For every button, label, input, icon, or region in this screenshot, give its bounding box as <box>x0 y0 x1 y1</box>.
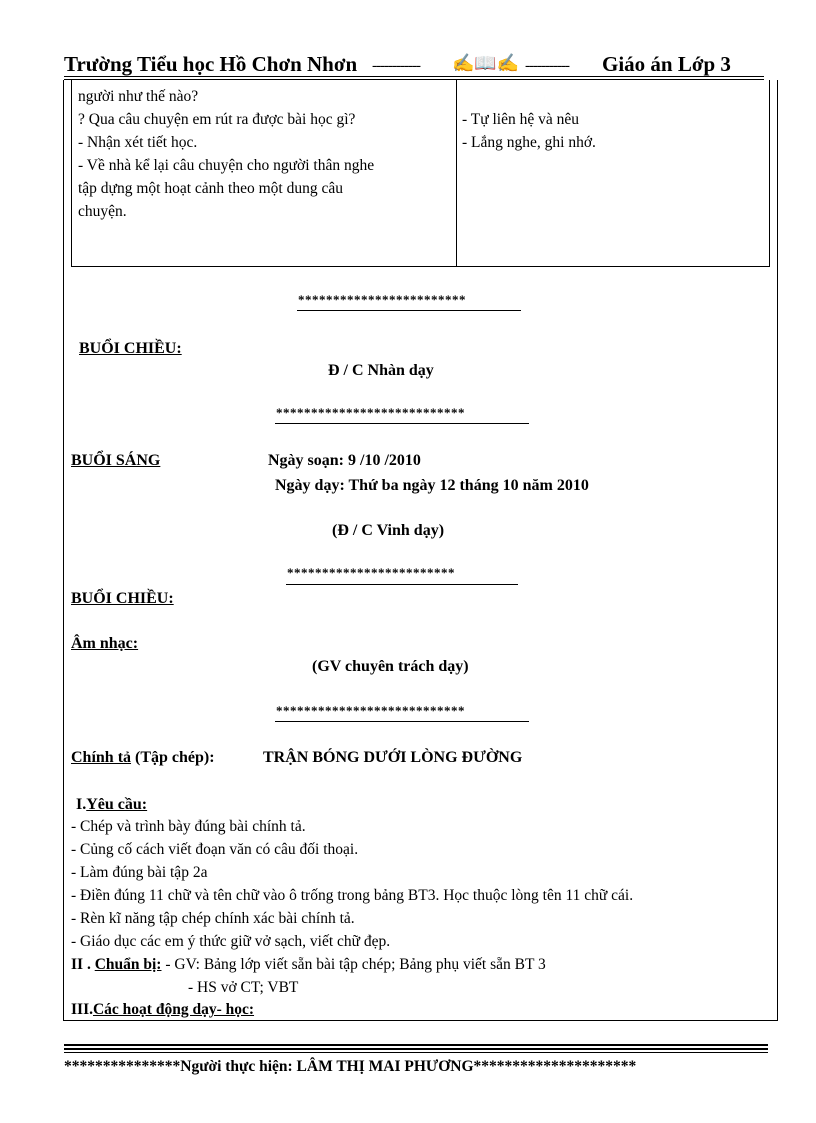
requirement-item: - Chép và trình bày đúng bài chính tả. <box>71 818 306 835</box>
activities-label: Các hoạt động dạy- học: <box>92 1001 255 1018</box>
teacher-specialist: (GV chuyên trách dạy) <box>312 658 469 675</box>
session-afternoon-2: BUỔI CHIỀU: <box>71 590 174 607</box>
requirement-item: - Điền đúng 11 chữ và tên chữ vào ô trống trong bảng BT3. Học thuộc lòng tên 11 chữ cái. <box>71 887 634 904</box>
header-school-name: Trường Tiểu học Hồ Chơn Nhơn <box>64 52 358 76</box>
stars-underline-4 <box>275 721 529 722</box>
table-right-line: - Tự liên hệ và nêu <box>462 111 580 128</box>
subject-dictation-type: (Tập chép): <box>131 749 215 766</box>
stars-underline-1 <box>297 310 521 311</box>
requirements-label: Yêu cầu: <box>86 796 148 813</box>
stars-separator-3: ************************ <box>287 565 455 580</box>
preparation-hs: - HS vở CT; VBT <box>188 979 299 996</box>
footer-rule-3 <box>64 1052 768 1053</box>
footer-rule-1 <box>64 1044 768 1046</box>
subject-music: Âm nhạc: <box>71 635 139 652</box>
header-dashes-right: ----------- <box>525 58 569 74</box>
table-right-line: - Lắng nghe, ghi nhớ. <box>462 134 596 151</box>
table-column-divider <box>456 80 457 267</box>
stars-underline-3 <box>286 584 518 585</box>
stars-separator-4: *************************** <box>276 703 465 718</box>
subject-dictation-label: Chính tả <box>71 749 132 766</box>
lesson-title: TRẬN BÓNG DƯỚI LÒNG ĐƯỜNG <box>263 749 523 766</box>
header-ornament-icon: ✍📖✍ <box>452 53 520 73</box>
table-student-column <box>462 108 762 154</box>
header-lesson-plan-title: Giáo án Lớp 3 <box>602 52 731 76</box>
activities-number: III. <box>71 1001 93 1018</box>
table-left-line: - Nhận xét tiết học. <box>78 134 198 151</box>
stars-underline-2 <box>275 423 529 424</box>
session-afternoon-1: BUỔI CHIỀU: <box>79 340 182 357</box>
table-left-line: tập dựng một hoạt cảnh theo một dung câu <box>78 180 343 197</box>
requirement-item: - Rèn kĩ năng tập chép chính xác bài chính tả. <box>71 910 355 927</box>
teacher-nhan: Đ / C Nhàn dạy <box>328 362 434 379</box>
requirements-number: I. <box>76 796 87 813</box>
preparation-label: Chuẩn bị: <box>94 956 162 973</box>
table-left-line: ? Qua câu chuyện em rút ra được bài học gì? <box>78 111 356 128</box>
date-prepared: Ngày soạn: 9 /10 /2010 <box>268 452 421 469</box>
footer-rule-2 <box>64 1048 768 1050</box>
stars-separator-2: *************************** <box>276 405 465 420</box>
preparation-line <box>71 956 546 974</box>
table-left-line: - Về nhà kể lại câu chuyện cho người thân nghe <box>78 157 375 174</box>
footer-author: ***************Người thực hiện: LÂM THỊ MAI PHƯƠNG********************* <box>64 1058 637 1075</box>
table-left-line: người như thế nào? <box>78 88 199 105</box>
requirement-item: - Củng cố cách viết đoạn văn có câu đối thoại. <box>71 841 359 858</box>
table-left-line: chuyện. <box>78 203 127 220</box>
teacher-vinh: (Đ / C Vinh dạy) <box>332 522 445 539</box>
date-taught: Ngày dạy: Thứ ba ngày 12 tháng 10 năm 2010 <box>275 477 589 494</box>
preparation-gv: - GV: Bảng lớp viết sẵn bài tập chép; Bảng phụ viết sẵn BT 3 <box>161 956 546 973</box>
stars-separator-1: ************************ <box>298 292 466 307</box>
session-morning: BUỔI SÁNG <box>71 452 161 469</box>
activities-heading <box>71 1001 254 1019</box>
header-rule <box>64 76 764 77</box>
table-teacher-column <box>78 85 450 223</box>
requirement-item: - Làm đúng bài tập 2a <box>71 864 208 881</box>
subject-dictation <box>71 749 215 767</box>
preparation-number: II . <box>71 956 95 973</box>
header-dashes-left: ------------ <box>372 58 420 74</box>
requirement-item: - Giáo dục các em ý thức giữ vở sạch, viết chữ đẹp. <box>71 933 391 950</box>
requirements-heading <box>76 796 147 814</box>
